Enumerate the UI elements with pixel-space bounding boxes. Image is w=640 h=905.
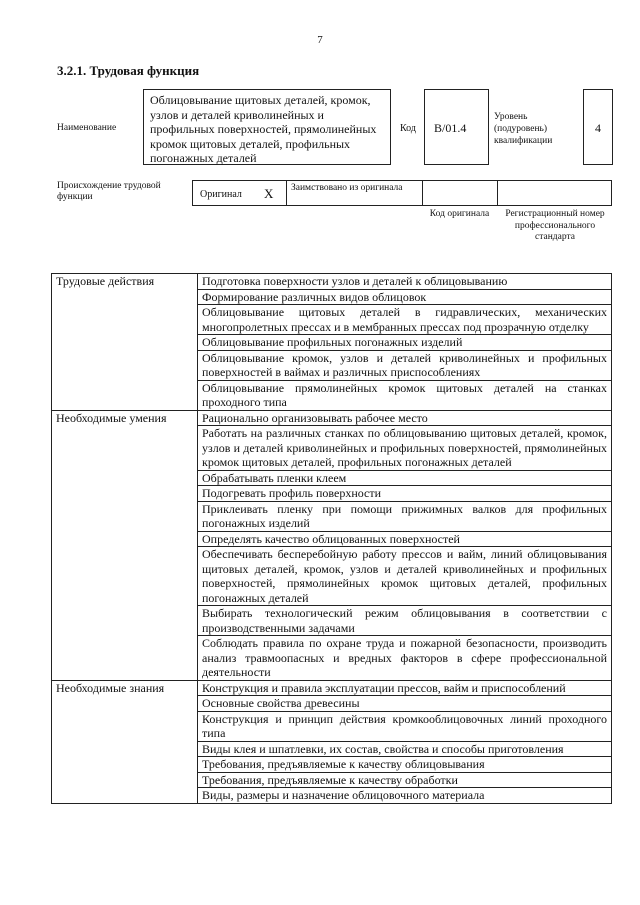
code-label: Код [400, 123, 416, 134]
registration-number-label: Регистрационный номер профессионального стандарта [505, 209, 605, 242]
original-label: Оригинал [200, 189, 242, 200]
item-cell: Облицовывание щитовых деталей в гидравлических, механических многопролетных прессах и в мембранных прессах под прозрачную отделку [198, 305, 612, 335]
origin-code-cell [423, 181, 498, 205]
item-cell: Требования, предъявляемые к качеству облицовывания [198, 757, 612, 773]
origin-original-cell [193, 181, 287, 205]
item-cell: Обрабатывать пленки клеем [198, 470, 612, 486]
item-cell: Работать на различных станках по облицовыванию щитовых деталей, кромок, узлов и деталей криволинейных и профильных поверхностей, прямолинейных кромок щитовых деталей, профильных погонажных деталей [198, 426, 612, 471]
original-mark: X [264, 186, 274, 201]
item-cell: Формирование различных видов облицовок [198, 289, 612, 305]
page-number: 7 [317, 34, 323, 46]
item-cell: Приклеивать пленку при помощи прижимных валков для профильных погонажных изделий [198, 501, 612, 531]
table-row [52, 274, 612, 290]
code-box: B/01.4 [424, 89, 489, 165]
origin-row [192, 180, 612, 206]
section-title: 3.2.1. Трудовая функция [57, 63, 200, 78]
borrowed-label: Заимствовано из оригинала [291, 183, 403, 193]
item-cell: Конструкция и принцип действия кромкооблицовочных линий проходного типа [198, 711, 612, 741]
code-original-label: Код оригинала [429, 209, 490, 219]
item-cell: Основные свойства древесины [198, 696, 612, 712]
table-row [52, 680, 612, 696]
category-cell: Необходимые знания [52, 680, 198, 803]
table-row [52, 410, 612, 426]
item-cell: Облицовывание профильных погонажных изделий [198, 335, 612, 351]
category-cell: Трудовые действия [52, 274, 198, 411]
item-cell: Подогревать профиль поверхности [198, 486, 612, 502]
item-cell: Рационально организовывать рабочее место [198, 410, 612, 426]
item-cell: Требования, предъявляемые к качеству обработки [198, 772, 612, 788]
item-cell: Облицовывание прямолинейных кромок щитовых деталей на станках проходного типа [198, 380, 612, 410]
item-cell: Определять качество облицованных поверхностей [198, 531, 612, 547]
category-cell: Необходимые умения [52, 410, 198, 680]
item-cell: Выбирать технологический режим облицовывания в соответствии с производственными задачами [198, 606, 612, 636]
origin-label: Происхождение трудовой функции [57, 181, 161, 202]
level-box: 4 [583, 89, 613, 165]
origin-registration-cell [498, 181, 611, 205]
item-cell: Облицовывание кромок, узлов и деталей криволинейных и профильных поверхностей в ваймах и различных приспособлениях [198, 350, 612, 380]
name-label: Наименование [57, 123, 117, 133]
item-cell: Виды клея и шпатлевки, их состав, свойства и способы приготовления [198, 741, 612, 757]
function-name-box: Облицовывание щитовых деталей, кромок, узлов и деталей криволинейных и профильных поверхностей, прямолинейных кромок щитовых деталей, профильных погонажных деталей [143, 89, 391, 165]
origin-borrowed-cell [287, 181, 423, 205]
item-cell: Обеспечивать бесперебойную работу прессов и вайм, линий облицовывания щитовых деталей, кромок, узлов и деталей криволинейных и профильных поверхностей, прямолинейных кромок щитовых деталей, профильных погонажных деталей [198, 547, 612, 606]
level-label: Уровень (подуровень) квалификации [494, 112, 553, 146]
function-details-table [51, 273, 612, 804]
item-cell: Соблюдать правила по охране труда и пожарной безопасности, производить анализ травмоопасных и вредных факторов в сфере профессиональной деятельности [198, 636, 612, 681]
item-cell: Конструкция и правила эксплуатации прессов, вайм и приспособлений [198, 680, 612, 696]
item-cell: Подготовка поверхности узлов и деталей к облицовыванию [198, 274, 612, 290]
item-cell: Виды, размеры и назначение облицовочного материала [198, 788, 612, 804]
